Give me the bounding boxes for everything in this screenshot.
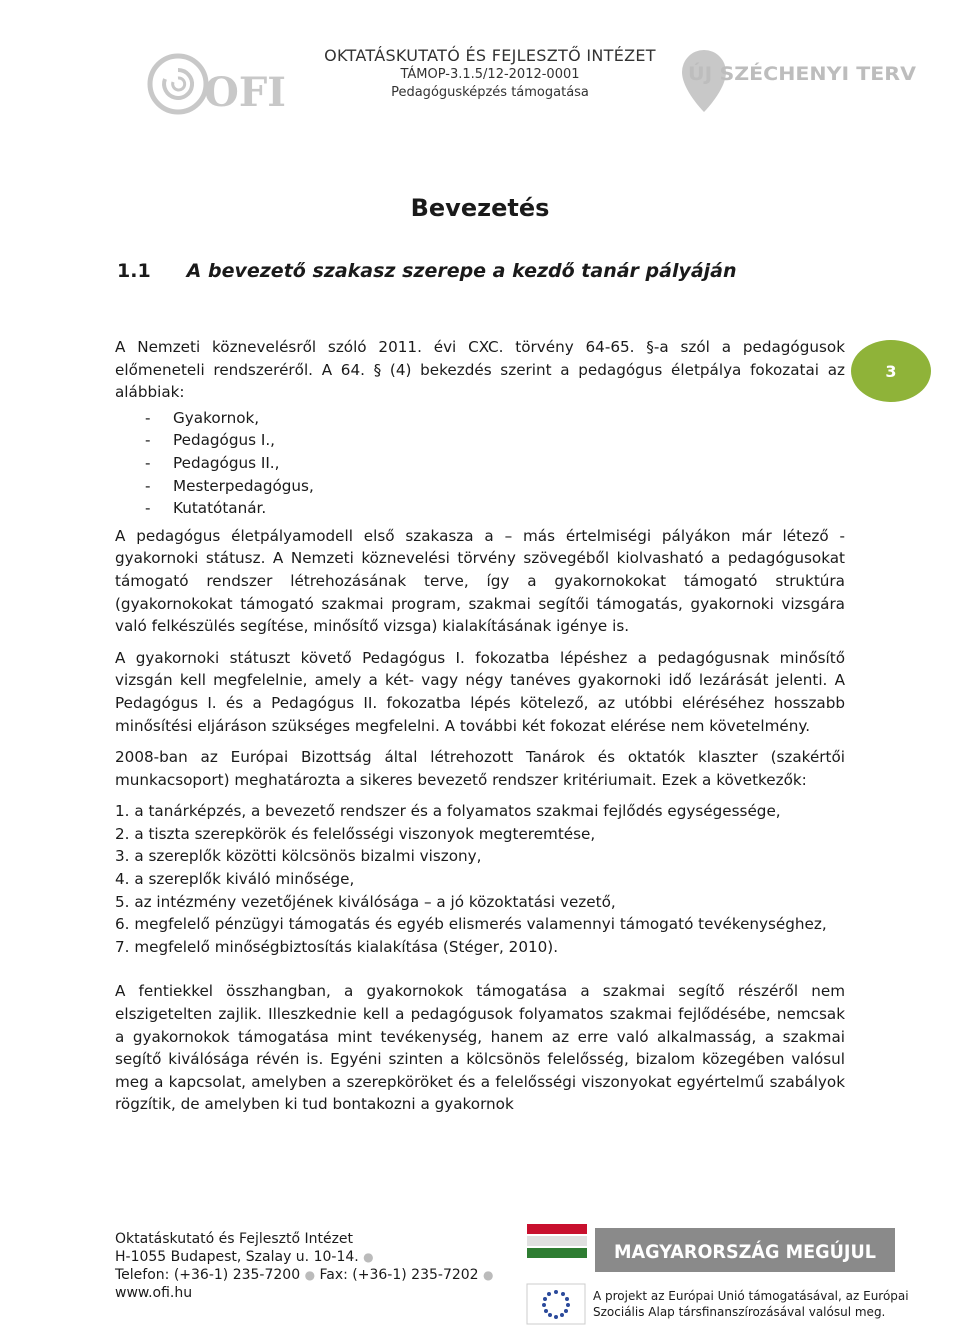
- list-item: 6. megfelelő pénzügyi támogatás és egyéb elismerés valamennyi támogató tevékenységhez,: [115, 915, 827, 934]
- ofi-logo: [140, 40, 286, 120]
- header-institute: OKTATÁSKUTATÓ ÉS FEJLESZTŐ INTÉZET: [324, 46, 656, 65]
- ofi-logo-text: OFI: [204, 69, 286, 116]
- footer-phone-line: [115, 1266, 494, 1284]
- list-item: 7. megfelelő minőségbiztosítás kialakítása (Stéger, 2010).: [115, 937, 559, 956]
- list-item: - Kutatótanár.: [115, 497, 845, 520]
- list-item: 3. a szereplők közötti kölcsönös bizalmi viszony,: [115, 847, 482, 866]
- footer-org: Oktatáskutató és Fejlesztő Intézet: [115, 1231, 354, 1247]
- list-item: - Pedagógus II.,: [115, 452, 845, 475]
- szechenyi-logo-text: ÚJ SZÉCHENYI TERV: [688, 63, 899, 85]
- list-item: 5. az intézmény vezetőjének kiválósága – a jó közoktatási vezető,: [115, 892, 616, 911]
- section-heading: [117, 260, 737, 282]
- paragraph-status: A pedagógus életpályamodell első szakasza a – más értelmiségi pályákon már létező - gyakornoki státusz. A Nemzeti köznevelési törvény szövegéből kiolvasható a pedagógusokat támogató rendszer létrehozásának terve, így a gyakornokokat támogató struktúra (gyakornokokat támogató szakmai program, szakmai segítői támogatás, gyakornoki vizsgára való felkészülés segítése, minősítő vizsga) kialakításának igénye is.: [115, 526, 845, 636]
- bullet-icon: ●: [304, 1268, 316, 1282]
- header-program-name: Pedagógusképzés támogatása: [391, 85, 589, 100]
- page-title: Bevezetés: [410, 194, 550, 222]
- page-number: 3: [885, 362, 897, 381]
- criteria-list: [115, 800, 845, 958]
- list-item: 4. a szereplők kiváló minősége,: [115, 870, 355, 889]
- list-item: 2. a tiszta szerepkörök és felelősségi viszonyok megteremtése,: [115, 824, 596, 843]
- paragraph-criteria-intro: 2008-ban az Európai Bizottság által létrehozott Tanárok és oktatók klaszter (szakértői munkacsoport) meghatározta a sikeres bevezető rendszer kritériumait. Ezek a következők:: [115, 748, 845, 789]
- szechenyi-logo: [678, 40, 928, 120]
- paragraph-support: A fentiekkel összhangban, a gyakornokok támogatása a szakmai segítő részéről nem elszigetelten zajlik. Illeszkednie kell a pedagógusok folyamatos szakmai fejlődésébe, nemcsak a gyakornokok támogatása mint tevékenység, hanem az erre való alkalmasság, a szakmai segítő kiválósága révén is. Egyéni szinten a kölcsönös felelősség, bizalom közegében valósul meg a kapcsolat, amelyben a szerepköröket és a felelősségi viszonyokat egyértelmű szabályok rögzítik, de amelyben ki tud bontakozni a gyakornok: [115, 982, 845, 1114]
- bullet-icon: ●: [363, 1250, 374, 1264]
- stage-list: [115, 407, 845, 520]
- header-program-code: TÁMOP-3.1.5/12-2012-0001: [400, 67, 580, 82]
- intro-paragraph: A Nemzeti köznevelésről szóló 2011. évi CXC. törvény 64-65. §-a szól a pedagógusok előmeneteli rendszeréről. A 64. § (4) bekezdés szerint a pedagógus életpálya fokozatai az alábbiak:: [115, 338, 845, 402]
- footer-fax: Fax: (+36-1) 235-7202: [319, 1267, 479, 1283]
- list-item: - Gyakornok,: [115, 407, 845, 430]
- eu-support-text: [593, 1288, 909, 1320]
- eu-text-line: Szociális Alap társfinanszírozásával valósul meg.: [593, 1305, 886, 1319]
- footer-contact: [115, 1230, 494, 1302]
- paragraph-levels: A gyakornoki státuszt követő Pedagógus I. fokozatba lépéshez a pedagógusnak minősítő vizsgán kell megfelelnie, amely a két- vagy négy tanéves gyakornoki idő lezárását jelenti. A Pedagógus I. és a Pedagógus II. fokozatba lépés kötelező, az utóbbi eléréséhez hosszabb minősítési eljáráson szükséges megfelelni. A további két fokozat elérése nem követelmény.: [115, 648, 845, 735]
- section-title: A bevezető szakasz szerepe a kezdő tanár pályáján: [186, 260, 737, 282]
- footer-address-line: [115, 1248, 494, 1266]
- body-content: [115, 336, 845, 1116]
- eu-flag-icon: [527, 1284, 585, 1324]
- page-number-badge: [850, 340, 932, 402]
- header-center: [310, 46, 670, 102]
- footer-phone: Telefon: (+36-1) 235-7200: [115, 1267, 301, 1283]
- banner-text: MAGYARORSZÁG MEGÚJUL: [614, 1241, 897, 1263]
- list-item: - Mesterpedagógus,: [115, 475, 845, 498]
- magyarorszag-megujul-banner: [525, 1222, 920, 1286]
- bullet-icon: ●: [483, 1268, 494, 1282]
- list-item: - Pedagógus I.,: [115, 429, 845, 452]
- section-number: 1.1: [117, 260, 151, 282]
- list-item: 1. a tanárképzés, a bevezető rendszer és a folyamatos szakmai fejlődés egységessége,: [115, 802, 781, 821]
- eu-text-line: A projekt az Európai Unió támogatásával, az Európai: [593, 1289, 909, 1303]
- footer-address: H-1055 Budapest, Szalay u. 10-14.: [115, 1249, 359, 1265]
- footer-web[interactable]: www.ofi.hu: [115, 1285, 193, 1301]
